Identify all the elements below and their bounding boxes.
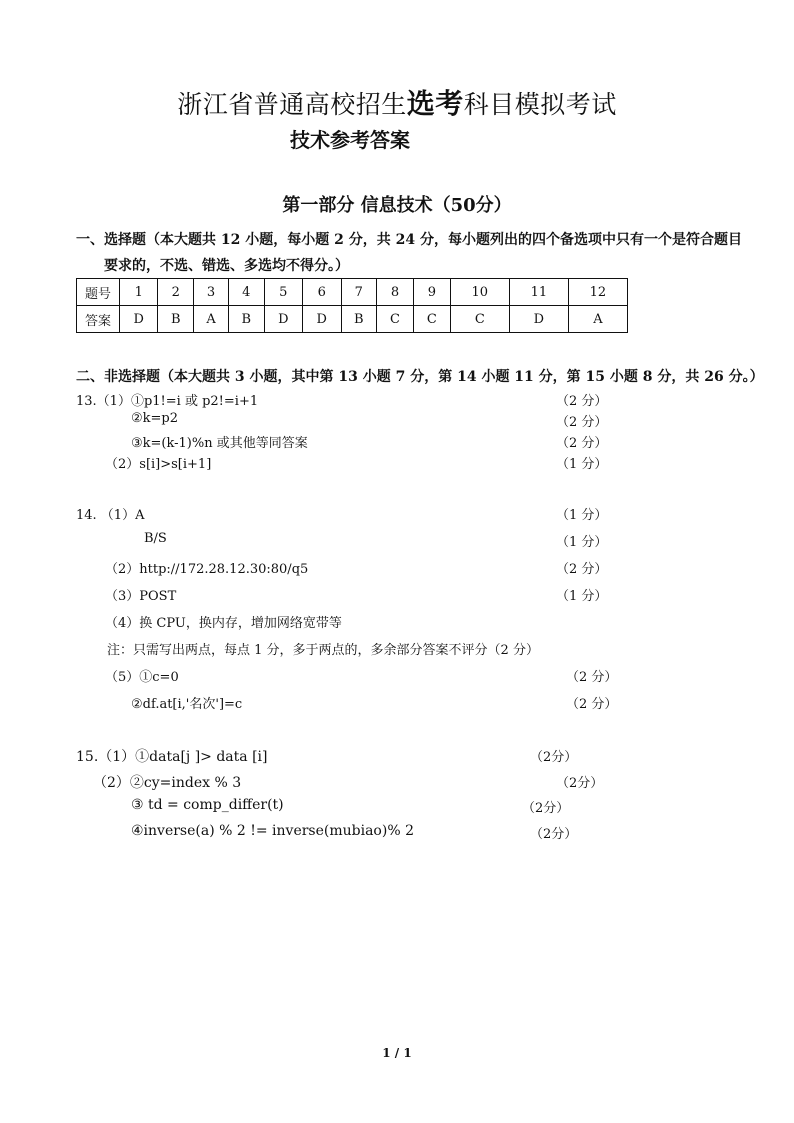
answer-cell: B: [341, 306, 377, 333]
part-heading: 第一部分 信息技术（50分）: [282, 195, 512, 216]
answer-cell: C: [413, 306, 450, 333]
score-q14-4: （1 分）: [556, 589, 608, 604]
question-number: 2: [158, 279, 194, 306]
answer-cell: A: [194, 306, 229, 333]
answer-line-q15-3: ③ td = comp_differ(t): [131, 797, 284, 813]
score-q14-3: （2 分）: [556, 562, 608, 577]
answer-cell: C: [377, 306, 414, 333]
question-number: 12: [568, 279, 627, 306]
answer-line-q14-5: （4）换 CPU，换内存，增加网络宽带等: [105, 616, 342, 631]
answer-line-q15-4: ④inverse(a) % 2 != inverse(mubiao)% 2: [131, 823, 414, 839]
answer-line-q13-2: ②k=p2: [131, 411, 179, 426]
answer-cell: D: [303, 306, 341, 333]
answer-line-q14-7: ②df.at[i,'名次']=c: [131, 697, 243, 712]
score-q13-2: （2 分）: [556, 415, 608, 430]
answer-cell: D: [120, 306, 158, 333]
score-q15-2: （2分）: [556, 776, 604, 791]
score-q14-2: （1 分）: [556, 535, 608, 550]
question-number: 8: [377, 279, 414, 306]
answer-cell: B: [158, 306, 194, 333]
document-subtitle: 技术参考答案: [290, 128, 410, 152]
question-number: 1: [120, 279, 158, 306]
section2-heading: 二、非选择题（本大题共 3 小题，其中第 13 小题 7 分，第 14 小题 11 分，第 15 小题 8 分，共 26 分。）: [76, 369, 764, 385]
answer-line-q14-3: （2）http://172.28.12.30:80/q5: [105, 562, 309, 577]
question-number: 4: [229, 279, 265, 306]
title-emphasis: 选考: [406, 87, 464, 120]
answer-cell: D: [509, 306, 568, 333]
title-part-1: 浙江省普通高校招生: [177, 90, 407, 119]
score-q13-4: （1 分）: [556, 457, 608, 472]
score-q15-3: （2分）: [522, 801, 570, 816]
answer-note-q14: 注：只需写出两点，每点 1 分，多于两点的，多余部分答案不评分（2 分）: [107, 643, 539, 658]
answer-line-q14-6: （5）①c=0: [105, 670, 179, 685]
question-number: 10: [450, 279, 509, 306]
table-row-numbers: [77, 279, 628, 306]
answer-cell: B: [229, 306, 265, 333]
section1-heading-line2: 要求的，不选、错选、多选均不得分。）: [104, 258, 349, 274]
page-number: 1 / 1: [382, 1046, 412, 1060]
answer-line-q13-4: （2）s[i]>s[i+1]: [105, 457, 212, 472]
answer-cell: A: [568, 306, 627, 333]
answer-table: [76, 278, 628, 333]
answer-line-q15-1: 15.（1）①data[j ]> data [i]: [76, 749, 268, 765]
score-q13-3: （2 分）: [556, 436, 608, 451]
answer-line-q14-4: （3）POST: [105, 589, 177, 604]
document-title: [0, 82, 794, 122]
question-number: 11: [509, 279, 568, 306]
score-q15-1: （2分）: [530, 750, 578, 765]
answer-line-q13-3: ③k=(k-1)%n 或其他等同答案: [131, 436, 308, 451]
section1-heading-line1: 一、选择题（本大题共 12 小题，每小题 2 分，共 24 分，每小题列出的四个备选项中只有一个是符合题目: [76, 232, 742, 248]
answer-line-q14-2: B/S: [144, 531, 167, 546]
question-number: 6: [303, 279, 341, 306]
score-q15-4: （2分）: [530, 827, 578, 842]
row-label-number: 题号: [77, 279, 120, 306]
answer-cell: C: [450, 306, 509, 333]
answer-line-q13-1: 13.（1）①p1!=i 或 p2!=i+1: [76, 394, 259, 409]
score-q13-1: （2 分）: [556, 394, 608, 409]
answer-line-q15-2: （2）②cy=index % 3: [93, 775, 242, 791]
answer-cell: D: [264, 306, 302, 333]
answer-line-q14-1: 14. （1）A: [76, 508, 145, 523]
score-q14-1: （1 分）: [556, 508, 608, 523]
score-q14-6: （2 分）: [566, 670, 618, 685]
question-number: 7: [341, 279, 377, 306]
row-label-answer: 答案: [77, 306, 120, 333]
title-part-2: 科目模拟考试: [463, 90, 617, 119]
question-number: 3: [194, 279, 229, 306]
table-row-answers: [77, 306, 628, 333]
question-number: 5: [264, 279, 302, 306]
score-q14-7: （2 分）: [566, 697, 618, 712]
question-number: 9: [413, 279, 450, 306]
